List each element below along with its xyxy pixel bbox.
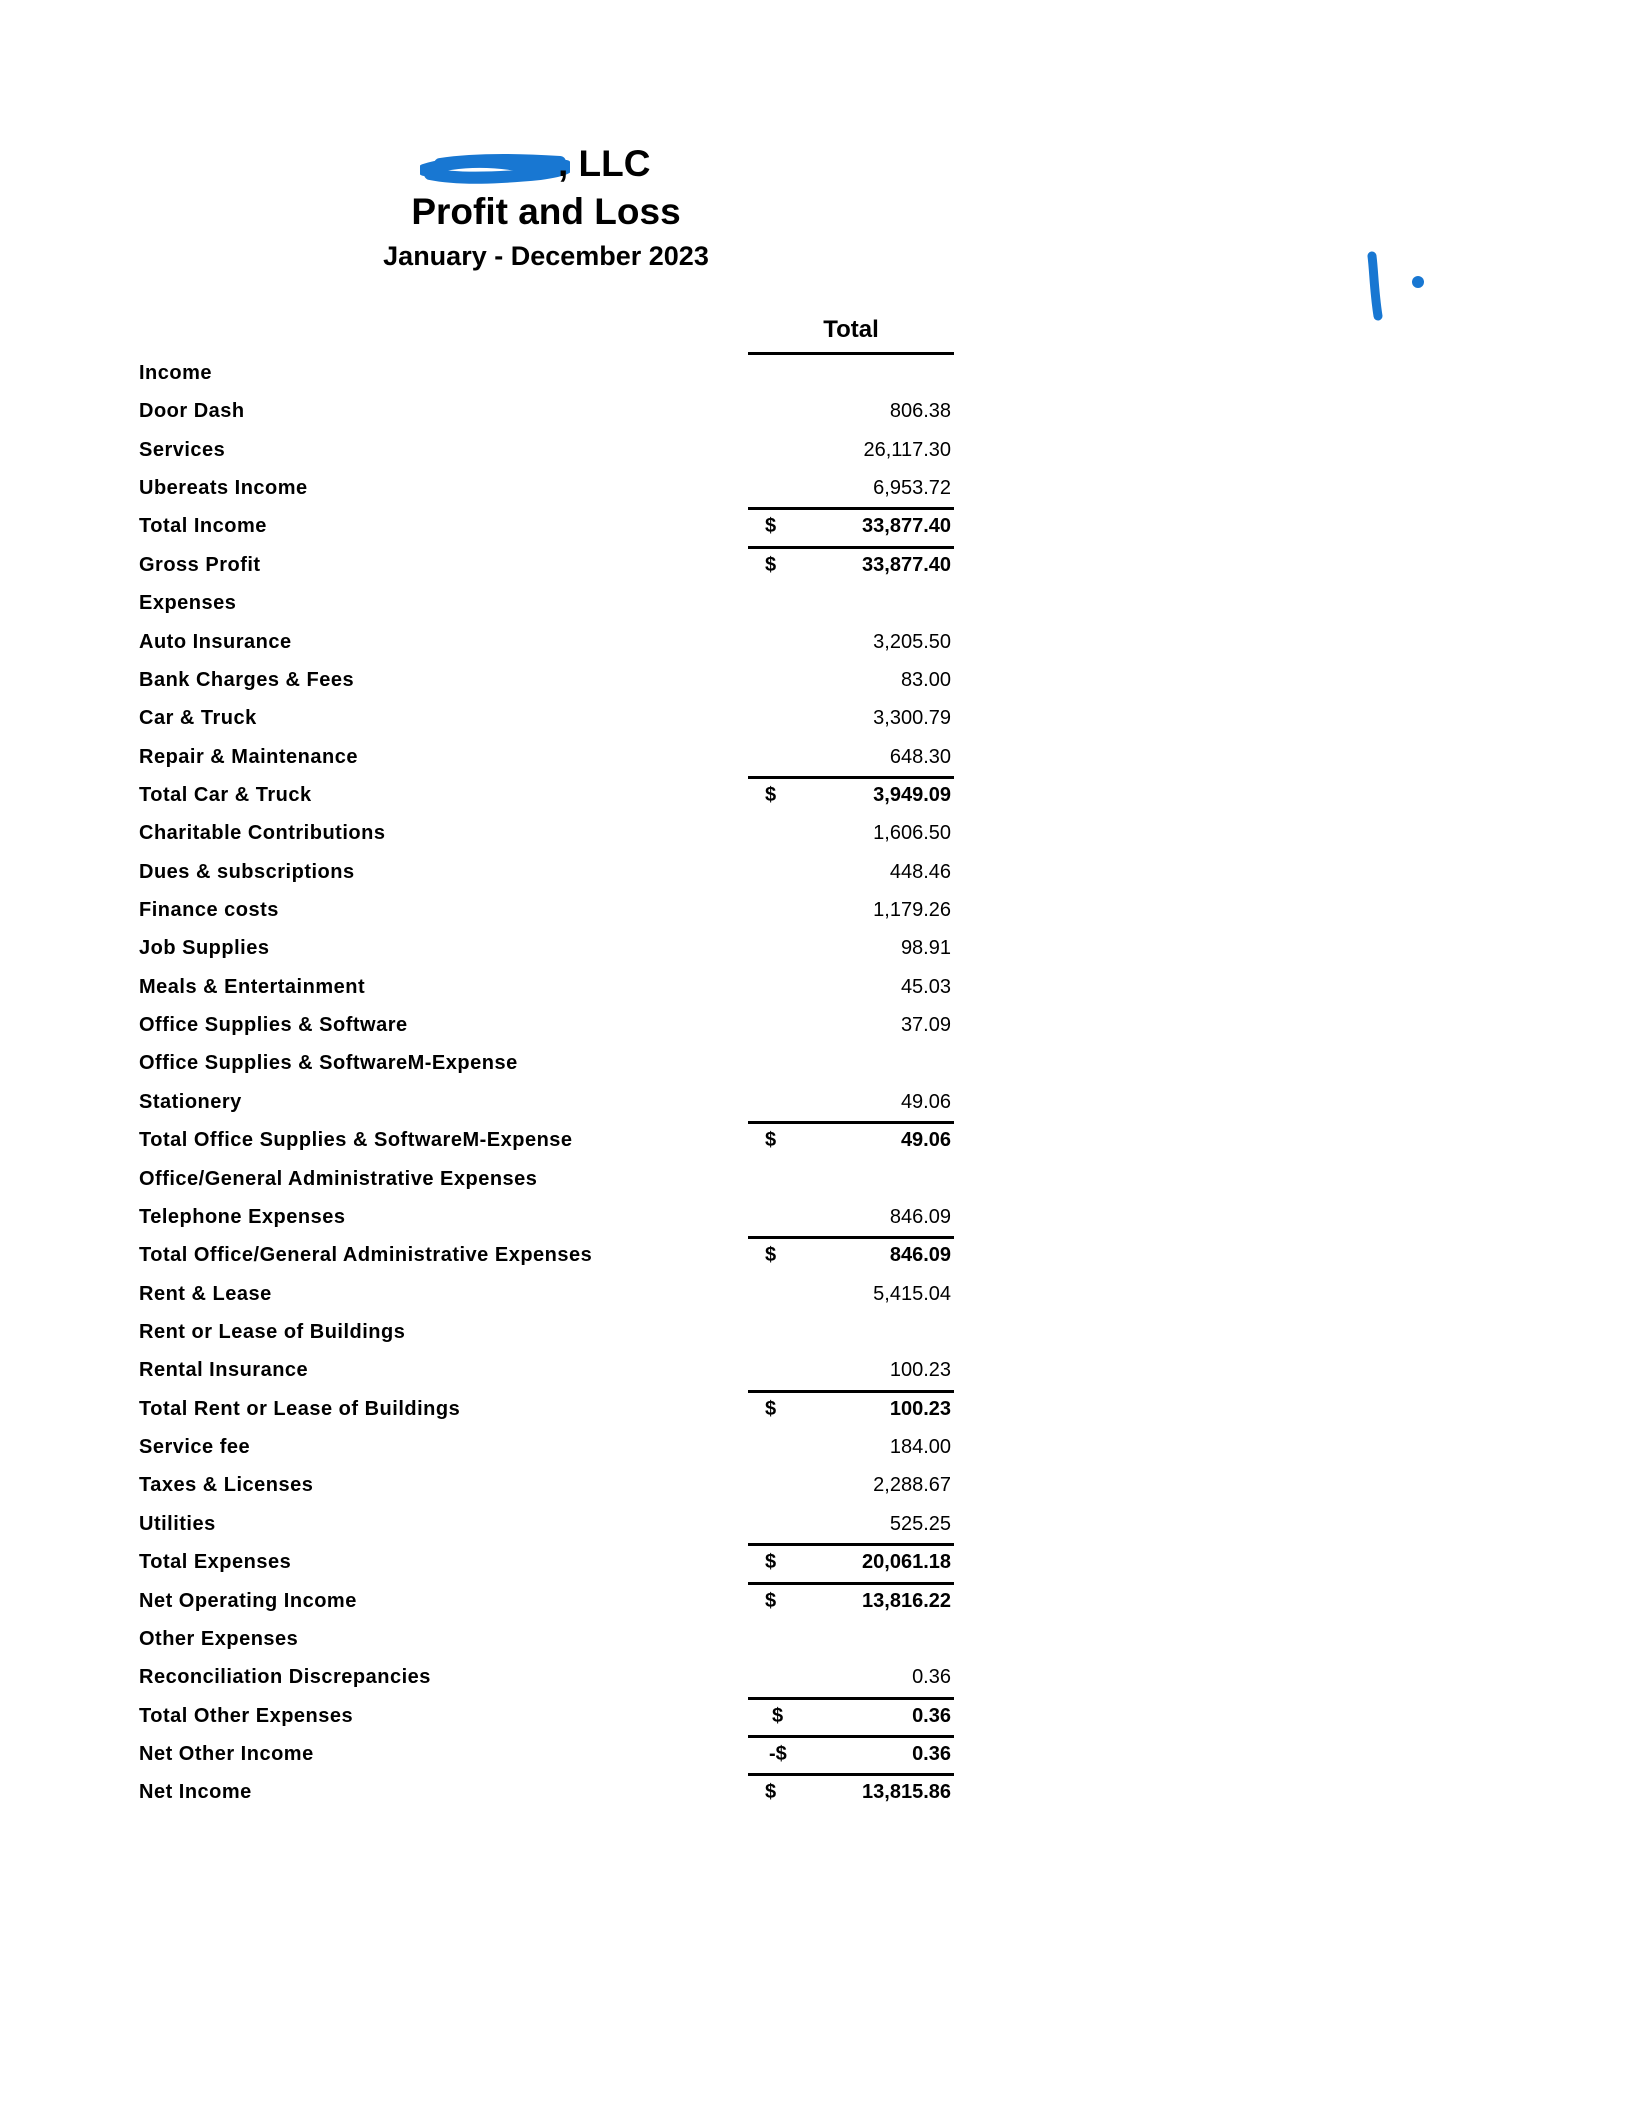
row-label: Rent or Lease of Buildings (139, 1320, 406, 1343)
currency-symbol: $ (765, 1781, 777, 1804)
row-amount: 1,606.50 (873, 822, 951, 845)
row-label: Finance costs (139, 899, 279, 922)
column-header-total: Total (748, 310, 954, 355)
row-amount: 13,816.22 (862, 1589, 951, 1612)
row-amount: 648.30 (889, 745, 951, 768)
statement-row (139, 1505, 954, 1543)
row-label: Auto Insurance (139, 630, 292, 653)
currency-symbol: $ (765, 1551, 777, 1574)
row-label: Net Income (139, 1781, 252, 1804)
row-label: Telephone Expenses (139, 1205, 346, 1228)
statement-row (139, 968, 954, 1006)
statement-row (139, 661, 954, 699)
row-amount: 5,415.04 (873, 1282, 951, 1305)
row-label: Total Rent or Lease of Buildings (139, 1397, 461, 1420)
row-label: Taxes & Licenses (139, 1474, 314, 1497)
statement-row (139, 1083, 954, 1121)
report-title: Profit and Loss (411, 191, 681, 232)
row-label: Total Other Expenses (139, 1704, 354, 1727)
statement-row (139, 1697, 954, 1735)
statement-row (139, 1313, 954, 1351)
currency-symbol: $ (765, 515, 777, 538)
row-label: Meals & Entertainment (139, 975, 366, 998)
statement-row (139, 1351, 954, 1389)
row-amount: 45.03 (900, 975, 951, 998)
statement-row (139, 623, 954, 661)
row-amount: 2,288.67 (873, 1474, 951, 1497)
row-amount: 3,949.09 (873, 783, 951, 806)
statement-row (139, 738, 954, 776)
row-label: Repair & Maintenance (139, 745, 358, 768)
row-amount: 846.09 (889, 1205, 951, 1228)
report-header (290, 140, 802, 276)
company-name (290, 140, 802, 188)
row-label: Rent & Lease (139, 1282, 272, 1305)
row-label: Ubereats Income (139, 477, 308, 500)
row-label: Net Operating Income (139, 1589, 357, 1612)
statement-row (139, 469, 954, 507)
statement-row (139, 1236, 954, 1274)
row-label: Office/General Administrative Expenses (139, 1167, 538, 1190)
report-period: January - December 2023 (383, 241, 709, 271)
statement-row (139, 1275, 954, 1313)
row-amount: 37.09 (900, 1014, 951, 1037)
statement-row (139, 546, 954, 584)
company-suffix: , LLC (558, 143, 651, 184)
row-label: Income (139, 362, 213, 384)
row-label: Car & Truck (139, 707, 257, 730)
row-label: Net Other Income (139, 1742, 314, 1765)
statement-row (139, 853, 954, 891)
row-label: Rental Insurance (139, 1359, 309, 1382)
row-label: Total Expenses (139, 1551, 292, 1574)
row-amount: 83.00 (900, 668, 951, 691)
row-label: Total Income (139, 515, 267, 538)
currency-symbol: $ (765, 783, 777, 806)
row-label: Door Dash (139, 400, 245, 423)
row-label: Office Supplies & SoftwareM-Expense (139, 1052, 518, 1075)
row-amount: 846.09 (889, 1244, 951, 1267)
statement-row (139, 1735, 954, 1773)
statement-row (139, 1160, 954, 1198)
row-label: Other Expenses (139, 1627, 299, 1650)
statement-row (139, 1006, 954, 1044)
row-amount: 26,117.30 (863, 438, 951, 461)
row-amount: 100.23 (889, 1359, 951, 1382)
statement-row (139, 1466, 954, 1504)
row-label: Bank Charges & Fees (139, 668, 355, 691)
currency-symbol: $ (765, 553, 777, 576)
statement-row (139, 431, 954, 469)
currency-symbol: $ (772, 1704, 784, 1727)
row-amount: 0.36 (912, 1666, 951, 1689)
statement-row (139, 1620, 954, 1658)
row-label: Total Office/General Administrative Expenses (139, 1244, 593, 1267)
pen-annotation-mark (1360, 250, 1440, 330)
statement-row (139, 584, 954, 622)
row-label: Stationery (139, 1090, 242, 1113)
currency-symbol: $ (765, 1589, 777, 1612)
statement-row (139, 1428, 954, 1466)
report-rows (139, 354, 954, 1812)
row-label: Total Car & Truck (139, 783, 312, 806)
statement-row (139, 891, 954, 929)
statement-row (139, 776, 954, 814)
row-label: Charitable Contributions (139, 822, 386, 845)
statement-row (139, 814, 954, 852)
row-amount: 49.06 (900, 1090, 951, 1113)
row-amount: 33,877.40 (862, 515, 951, 538)
statement-row (139, 507, 954, 545)
statement-row (139, 1658, 954, 1696)
row-amount: 20,061.18 (862, 1551, 951, 1574)
row-amount: 806.38 (889, 400, 951, 423)
row-label: Reconciliation Discrepancies (139, 1666, 431, 1689)
currency-symbol: $ (765, 1397, 777, 1420)
row-amount: 184.00 (889, 1436, 951, 1459)
statement-row (139, 1773, 954, 1811)
row-label: Office Supplies & Software (139, 1014, 408, 1037)
row-label: Services (139, 438, 226, 461)
redaction-mark (420, 152, 570, 188)
row-label: Total Office Supplies & SoftwareM-Expense (139, 1129, 573, 1152)
statement-row (139, 1198, 954, 1236)
row-amount: 448.46 (889, 860, 951, 883)
row-amount: 3,300.79 (873, 707, 951, 730)
statement-row (139, 1044, 954, 1082)
row-amount: 1,179.26 (873, 899, 951, 922)
row-label: Utilities (139, 1512, 216, 1535)
statement-row (139, 392, 954, 430)
row-amount: 3,205.50 (873, 630, 951, 653)
statement-row (139, 929, 954, 967)
statement-row (139, 1121, 954, 1159)
row-label: Job Supplies (139, 937, 270, 960)
statement-row (139, 1390, 954, 1428)
row-label: Service fee (139, 1436, 251, 1459)
row-amount: 13,815.86 (862, 1781, 951, 1804)
row-amount: 33,877.40 (862, 553, 951, 576)
row-label: Gross Profit (139, 553, 261, 576)
currency-symbol: $ (765, 1129, 777, 1152)
row-amount: 0.36 (912, 1704, 951, 1727)
statement-row (139, 1543, 954, 1581)
statement-row (139, 354, 954, 392)
row-amount: 0.36 (912, 1742, 951, 1765)
row-amount: 49.06 (900, 1129, 951, 1152)
statement-row (139, 699, 954, 737)
row-label: Dues & subscriptions (139, 860, 355, 883)
row-amount: 100.23 (889, 1397, 951, 1420)
row-amount: 6,953.72 (873, 477, 951, 500)
row-amount: 98.91 (900, 937, 951, 960)
currency-symbol: -$ (769, 1742, 787, 1765)
statement-row (139, 1582, 954, 1620)
row-label: Expenses (139, 592, 237, 615)
row-amount: 525.25 (889, 1512, 951, 1535)
currency-symbol: $ (765, 1244, 777, 1267)
